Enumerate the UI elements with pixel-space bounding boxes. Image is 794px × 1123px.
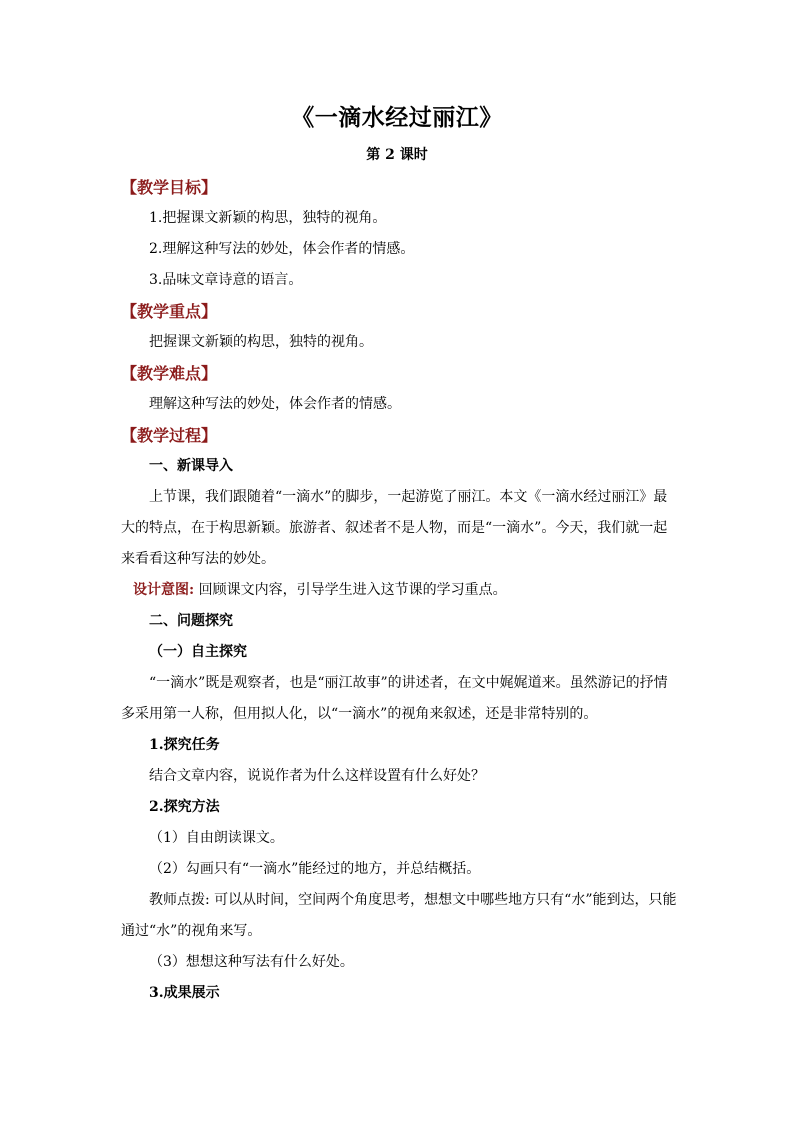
section-title: 二、问题探究 xyxy=(149,613,233,629)
goal-item: 2.理解这种写法的妙处，体会作者的情感。 xyxy=(149,241,415,257)
task-title: 1.探究任务 xyxy=(149,737,220,753)
method-title: 2.探究方法 xyxy=(149,799,220,815)
explore-paragraph: “一滴水”既是观察者，也是“丽江故事”的讲述者，在文中娓娓道来。虽然游记的抒情多采用第一人称，但用拟人化，以“一滴水”的视角来叙述，还是非常特别的。 xyxy=(121,675,668,722)
process-heading: 【教学过程】 xyxy=(121,426,218,445)
design-intent-text: 回顾课文内容，引导学生进入这节课的学习重点。 xyxy=(198,582,507,598)
design-intent-label: 设计意图: xyxy=(133,582,195,598)
key-point-text: 把握课文新颖的构思，独特的视角。 xyxy=(149,334,373,350)
task-text: 结合文章内容，说说作者为什么这样设置有什么好处？ xyxy=(149,768,485,784)
difficult-point-text: 理解这种写法的妙处，体会作者的情感。 xyxy=(149,396,401,412)
lesson-number: 第 2 课时 xyxy=(366,147,428,163)
goal-item: 1.把握课文新颖的构思，独特的视角。 xyxy=(149,210,387,226)
key-point-heading: 【教学重点】 xyxy=(121,302,218,321)
goal-item: 3.品味文章诗意的语言。 xyxy=(149,272,303,288)
teacher-hint: 教师点拨: 可以从时间，空间两个角度思考，想想文中哪些地方只有“水”能到达，只能通过“水”的视角来写。 xyxy=(121,892,677,939)
method-step: （2）勾画只有“一滴水”能经过的地方，并总结概括。 xyxy=(149,861,481,877)
difficult-point-heading: 【教学难点】 xyxy=(121,364,218,383)
result-title: 3.成果展示 xyxy=(149,985,220,1001)
section-title: 一、新课导入 xyxy=(149,458,233,474)
goals-heading: 【教学目标】 xyxy=(121,178,218,197)
design-intent xyxy=(121,575,677,606)
intro-paragraph: 上节课，我们跟随着“一滴水”的脚步，一起游览了丽江。本文《一滴水经过丽江》最大的特点，在于构思新颖。旅游者、叙述者不是人物，而是“一滴水”。今天，我们就一起来看看这种写法的妙处。 xyxy=(121,489,668,567)
method-step: （3）想想这种写法有什么好处。 xyxy=(149,954,354,970)
document-title: 《一滴水经过丽江》 xyxy=(291,104,503,131)
subsection-title: （一）自主探究 xyxy=(149,644,247,660)
document-body xyxy=(121,172,677,1009)
method-step: （1）自由朗读课文。 xyxy=(149,830,284,846)
